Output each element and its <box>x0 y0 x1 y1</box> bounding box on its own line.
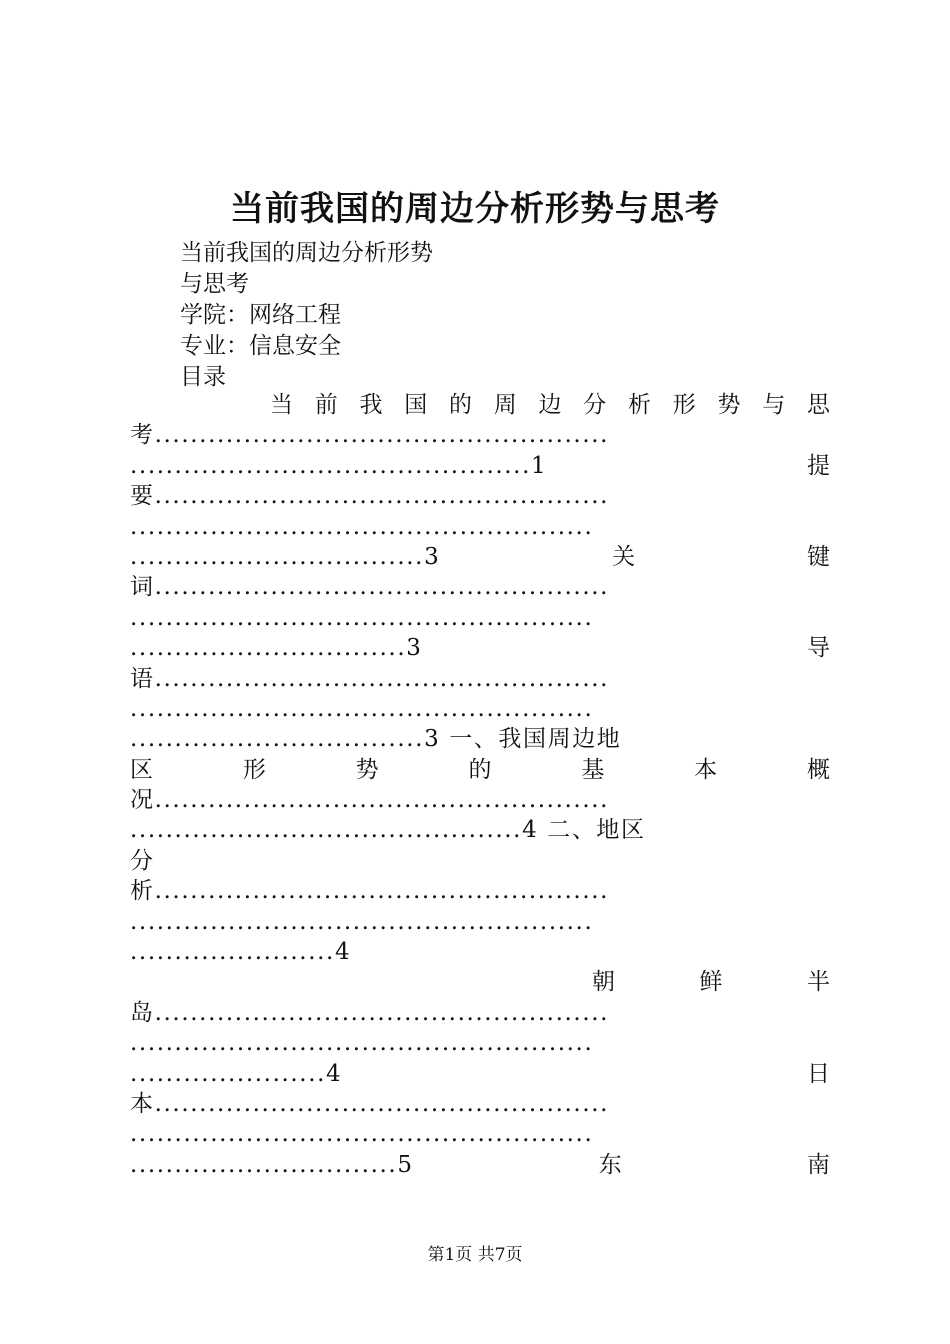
toc-line: .................................................... <box>130 908 594 935</box>
toc-line: 析................................................... <box>130 878 610 905</box>
toc-line: 况................................................... <box>130 787 610 814</box>
toc-line: 考................................................... <box>130 422 610 449</box>
toc-line: 本................................................... <box>130 1090 610 1117</box>
toc-line: .................................................... <box>130 695 594 722</box>
major-line: 专业：信息安全 <box>180 333 341 359</box>
toc-line: .................................................... <box>130 1121 594 1148</box>
toc-line: 区 形 势 的 基 本 概 <box>130 756 830 783</box>
toc-line: 岛................................................... <box>130 999 610 1026</box>
table-of-contents <box>130 390 830 1180</box>
toc-line: .................................3 一、我国周边地 <box>130 726 622 753</box>
toc-line: .................................................... <box>130 604 594 631</box>
toc-line: ............................................4 二、地区 <box>130 817 646 844</box>
toc-line: 当 前 我 国 的 周 边 分 析 形 势 与 思 <box>270 392 830 418</box>
toc-line: 词................................................... <box>130 574 610 601</box>
toc-line: .................................3 关 键 <box>130 543 830 570</box>
toc-heading: 目录 <box>180 364 226 390</box>
toc-line: 要................................................... <box>130 483 610 510</box>
toc-line: ......................4 日 <box>130 1060 830 1087</box>
page-footer: 第1页 共7页 <box>427 1245 523 1265</box>
college-line: 学院：网络工程 <box>180 302 341 328</box>
intro-block <box>180 238 433 393</box>
toc-line: .......................4 <box>130 939 352 966</box>
intro-title-line-2: 与思考 <box>180 271 249 297</box>
toc-line: .............................................1 提 <box>130 452 830 479</box>
document-title: 当前我国的周边分析形势与思考 <box>230 189 720 229</box>
toc-line: .................................................... <box>130 1030 594 1057</box>
toc-line: 分 <box>130 847 155 874</box>
toc-line: .................................................... <box>130 513 594 540</box>
intro-title-line-1: 当前我国的周边分析形势 <box>180 240 433 266</box>
toc-line: ...............................3 导 <box>130 635 830 662</box>
toc-line: 朝 鲜 半 <box>592 969 830 996</box>
toc-line: 语................................................... <box>130 665 610 692</box>
toc-line: ..............................5 东 南 <box>130 1151 830 1178</box>
